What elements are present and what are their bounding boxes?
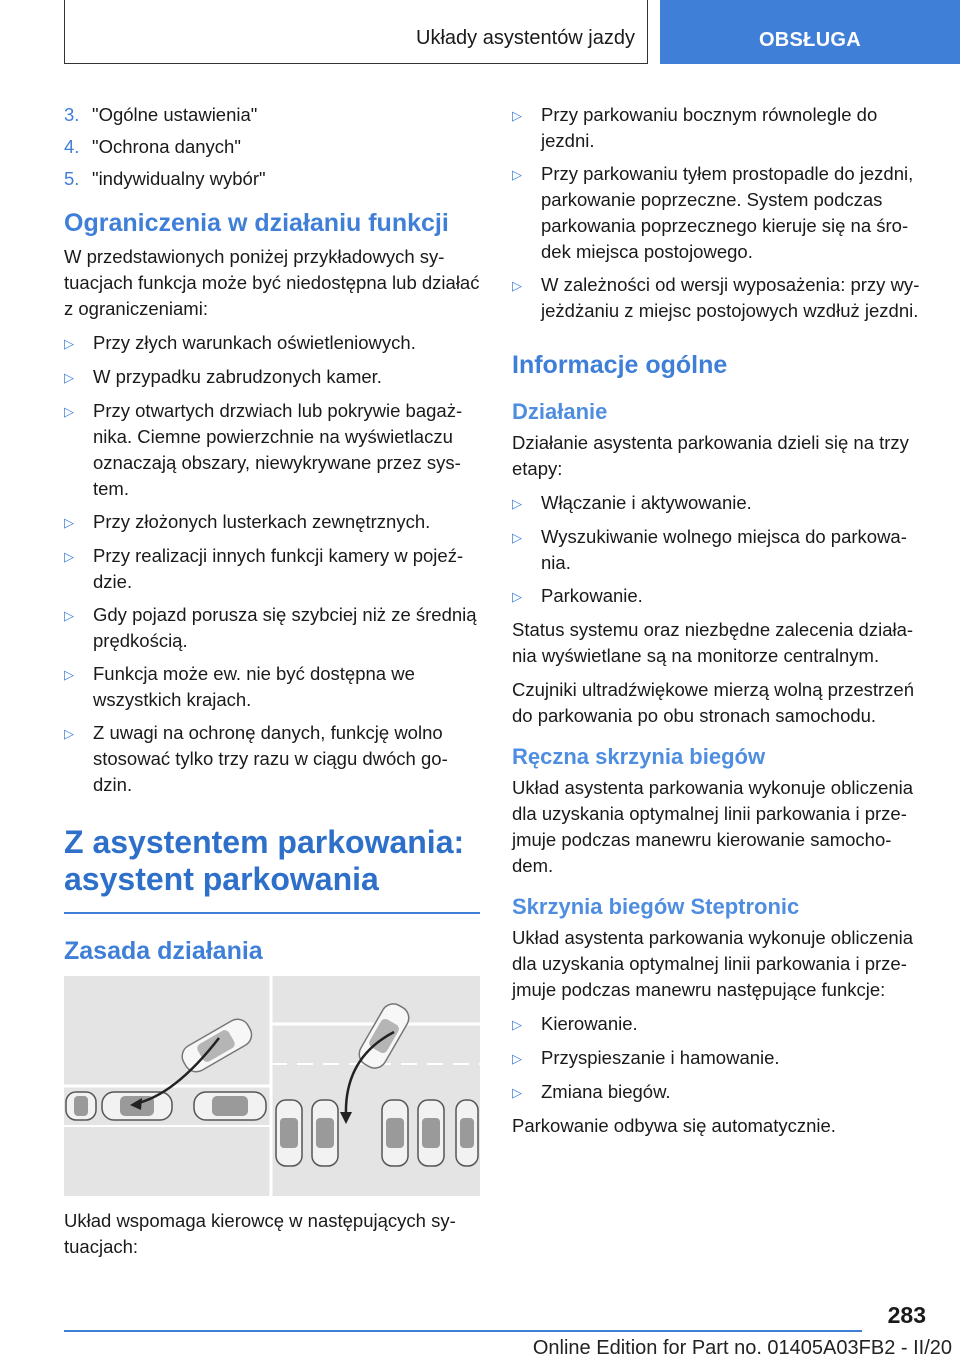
parked-car-icon	[312, 1100, 338, 1166]
function-bullet: ▷ Przyspieszanie i hamowanie.	[512, 1045, 926, 1072]
triangle-bullet-icon: ▷	[64, 370, 74, 385]
limit-bullet: ▷ Funkcja może ew. nie być dostępna we wszystkich krajach.	[64, 661, 480, 713]
triangle-bullet-icon: ▷	[512, 1085, 522, 1100]
parking-illustration	[64, 976, 480, 1196]
triangle-bullet-icon: ▷	[512, 496, 522, 511]
principle-text: Układ wspomaga kierowcę w następujących sytuacjach:	[64, 1209, 456, 1257]
footer-divider	[64, 1330, 862, 1332]
status-text: Status systemu oraz niezbędne zalecenia działania wyświetlane są na monitorze centralnym.	[512, 619, 914, 666]
triangle-bullet-icon: ▷	[64, 608, 74, 623]
steptronic-text: Układ asystenta parkowania wykonuje obliczenia dla uzyskania optymalnej linii parkowania i przejmuje podczas manewru następujące funkcje:	[512, 927, 914, 1000]
footer-edition: Online Edition for Part no. 01405A03FB2 - II/20	[532, 1337, 952, 1359]
parked-car-icon	[194, 1092, 266, 1120]
situation-bullet: ▷ Przy parkowaniu bocznym równolegle do jezdni.	[512, 102, 926, 154]
parked-car-icon	[66, 1092, 96, 1120]
main-title-line: asystent parkowania	[64, 861, 379, 897]
triangle-bullet-icon: ▷	[64, 726, 74, 741]
limit-bullet: ▷ Przy złych warunkach oświetleniowych.	[64, 330, 480, 357]
triangle-bullet-icon: ▷	[512, 589, 522, 604]
function-bullet: ▷ Zmiana biegów.	[512, 1079, 926, 1106]
limit-bullet: ▷ W przypadku zabrudzonych kamer.	[64, 364, 480, 391]
function-heading: Działanie	[512, 399, 608, 424]
parked-car-icon	[418, 1100, 444, 1166]
item-number: 4.	[64, 136, 80, 157]
item-number: 3.	[64, 104, 80, 125]
manual-text: Układ asystenta parkowania wykonuje obliczenia dla uzyskania optymalnej linii parkowania i przejmuje podczas manewru kierowanie samochodem.	[512, 777, 914, 876]
triangle-bullet-icon: ▷	[512, 278, 522, 293]
sensor-text: Czujniki ultradźwiękowe mierzą wolną przestrzeń do parkowania po obu stronach samochodu.	[512, 679, 915, 726]
header-section-tab	[660, 0, 960, 64]
triangle-bullet-icon: ▷	[512, 530, 522, 545]
right-column	[512, 102, 926, 1147]
function-text: Działanie asystenta parkowania dzieli się na trzy etapy:	[512, 432, 909, 479]
triangle-bullet-icon: ▷	[512, 1051, 522, 1066]
triangle-bullet-icon: ▷	[64, 515, 74, 530]
triangle-bullet-icon: ▷	[64, 404, 74, 419]
triangle-bullet-icon: ▷	[64, 336, 74, 351]
limits-heading: Ograniczenia w działaniu funkcji	[64, 209, 449, 237]
limit-bullet: ▷ Przy realizacji innych funkcji kamery w pojeździe.	[64, 543, 480, 595]
function-bullet: ▷ Kierowanie.	[512, 1011, 926, 1038]
main-title-line: Z asystentem parkowania:	[64, 824, 465, 860]
main-title	[64, 824, 480, 898]
left-column	[64, 102, 480, 1268]
general-heading: Informacje ogólne	[512, 351, 728, 379]
numbered-item	[64, 102, 480, 128]
situation-bullet: ▷ Przy parkowaniu tyłem prostopadle do jezdni, parkowanie poprzeczne. System podczas parkowania poprzecznego kieruje się na środek miejsca postojowego.	[512, 161, 926, 265]
numbered-item	[64, 134, 480, 160]
stage-bullet: ▷ Włączanie i aktywowanie.	[512, 490, 926, 517]
parked-car-icon	[456, 1100, 478, 1166]
triangle-bullet-icon: ▷	[64, 667, 74, 682]
item-text: "indywidualny wybór"	[92, 168, 266, 189]
item-text: "Ochrona danych"	[92, 136, 241, 157]
manual-heading: Ręczna skrzynia biegów	[512, 744, 766, 769]
triangle-bullet-icon: ▷	[512, 108, 522, 123]
limit-bullet: ▷ Przy złożonych lusterkach zewnętrznych.	[64, 509, 480, 536]
header-chapter-box	[64, 0, 648, 64]
parked-car-icon	[382, 1100, 408, 1166]
triangle-bullet-icon: ▷	[64, 549, 74, 564]
item-number: 5.	[64, 168, 80, 189]
numbered-item	[64, 166, 480, 192]
title-divider	[64, 912, 480, 914]
principle-heading: Zasada działania	[64, 936, 263, 965]
header-section-label: OBSŁUGA	[758, 29, 862, 51]
triangle-bullet-icon: ▷	[512, 167, 522, 182]
steptronic-heading: Skrzynia biegów Steptronic	[512, 894, 800, 919]
situation-bullet: ▷ W zależności od wersji wyposażenia: przy wyjeżdżaniu z miejsc postojowych wzdłuż jezdni.	[512, 272, 926, 324]
limit-bullet: ▷ Przy otwartych drzwiach lub pokrywie bagażnika. Ciemne powierzchnie na wyświetlaczu oznaczają obszary, niewykrywane przez system.	[64, 398, 480, 502]
stage-bullet: ▷ Wyszukiwanie wolnego miejsca do parkowania.	[512, 524, 926, 576]
page-number: 283	[887, 1302, 926, 1328]
header-chapter-title: Układy asystentów jazdy	[416, 27, 635, 49]
auto-text: Parkowanie odbywa się automatycznie.	[512, 1115, 836, 1136]
item-text: "Ogólne ustawienia"	[92, 104, 258, 125]
triangle-bullet-icon: ▷	[512, 1017, 522, 1032]
parked-car-icon	[276, 1100, 302, 1166]
limit-bullet: ▷ Z uwagi na ochronę danych, funkcję wolno stosować tylko trzy razu w ciągu dwóch godzin.	[64, 720, 480, 798]
limit-bullet: ▷ Gdy pojazd porusza się szybciej niż ze średnią prędkością.	[64, 602, 480, 654]
stage-bullet: ▷ Parkowanie.	[512, 583, 926, 610]
limits-intro: W przedstawionych poniżej przykładowych sytuacjach funkcja może być niedostępna lub działać z ograniczeniami:	[64, 246, 480, 319]
